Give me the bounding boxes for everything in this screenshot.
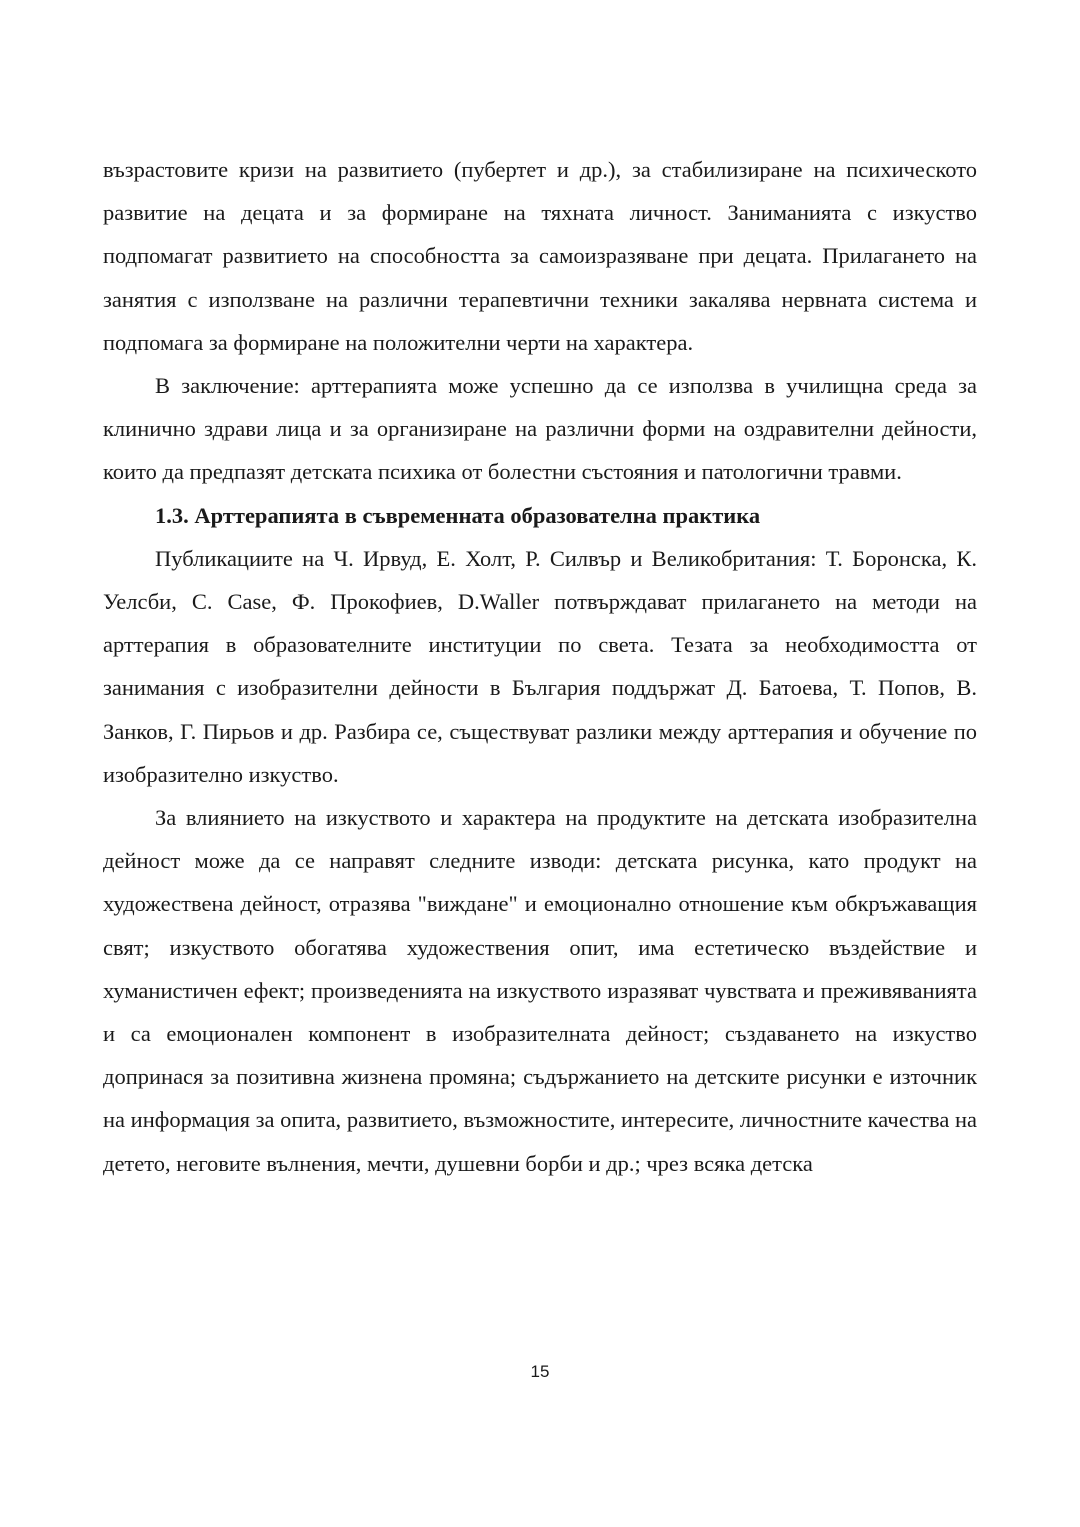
paragraph-conclusion: В заключение: арттерапията може успешно да се използва в училищна среда за клинично здрави лица и за организиране на различни форми на оздравителни дейности, които да предпазят детската психика от болестни състояния и патологични травми. bbox=[103, 373, 977, 485]
paragraph-continuation: възрастовите кризи на развитието (пубертет и др.), за стабилизиране на психическото развитие на децата и за формиране на тяхната личност. Заниманията с изкуство подпомагат развитието на способността за самоизразяване при децата. Прилагането на занятия с използване на различни терапевтични техники закалява нервната система и подпомага за формиране на положителни черти на характера. bbox=[103, 157, 977, 355]
document-page bbox=[103, 148, 977, 1185]
paragraph-conclusions-list: За влиянието на изкуството и характера на продуктите на детската изобразителна дейност може да се направят следните изводи: детската рисунка, като продукт на художествена дейност, отразява "виждане" и емоционално отношение към обкръжаващия свят; изкуството обогатява художествения опит, има естетическо въздействие и хуманистичен ефект; произведенията на изкуството изразяват чувствата и преживяванията и са емоционален компонент в изобразителната дейност; създаването на изкуство допринася за позитивна жизнена промяна; съдържанието на детските рисунки е източник на информация за опита, развитието, възможностите, интересите, личностните качества на детето, неговите вълнения, мечти, душевни борби и др.; чрез всяка детска bbox=[103, 805, 977, 1176]
page-number: 15 bbox=[530, 1362, 550, 1381]
section-heading: 1.3. Арттерапията в съвременната образователна практика bbox=[155, 502, 761, 528]
paragraph-publications: Публикациите на Ч. Ирвуд, Е. Холт, Р. Силвър и Великобритания: Т. Боронска, К. Уелсби, С. Case, Ф. Прокофиев, D.Waller потвърждават прилагането на методи на арттерапия в образователните институции по света. Тезата за необходимостта от занимания с изобразителни дейности в България поддържат Д. Батоева, Т. Попов, В. Занков, Г. Пирьов и др. Разбира се, съществуват разлики между арттерапия и обучение по изобразително изкуство. bbox=[103, 545, 977, 787]
